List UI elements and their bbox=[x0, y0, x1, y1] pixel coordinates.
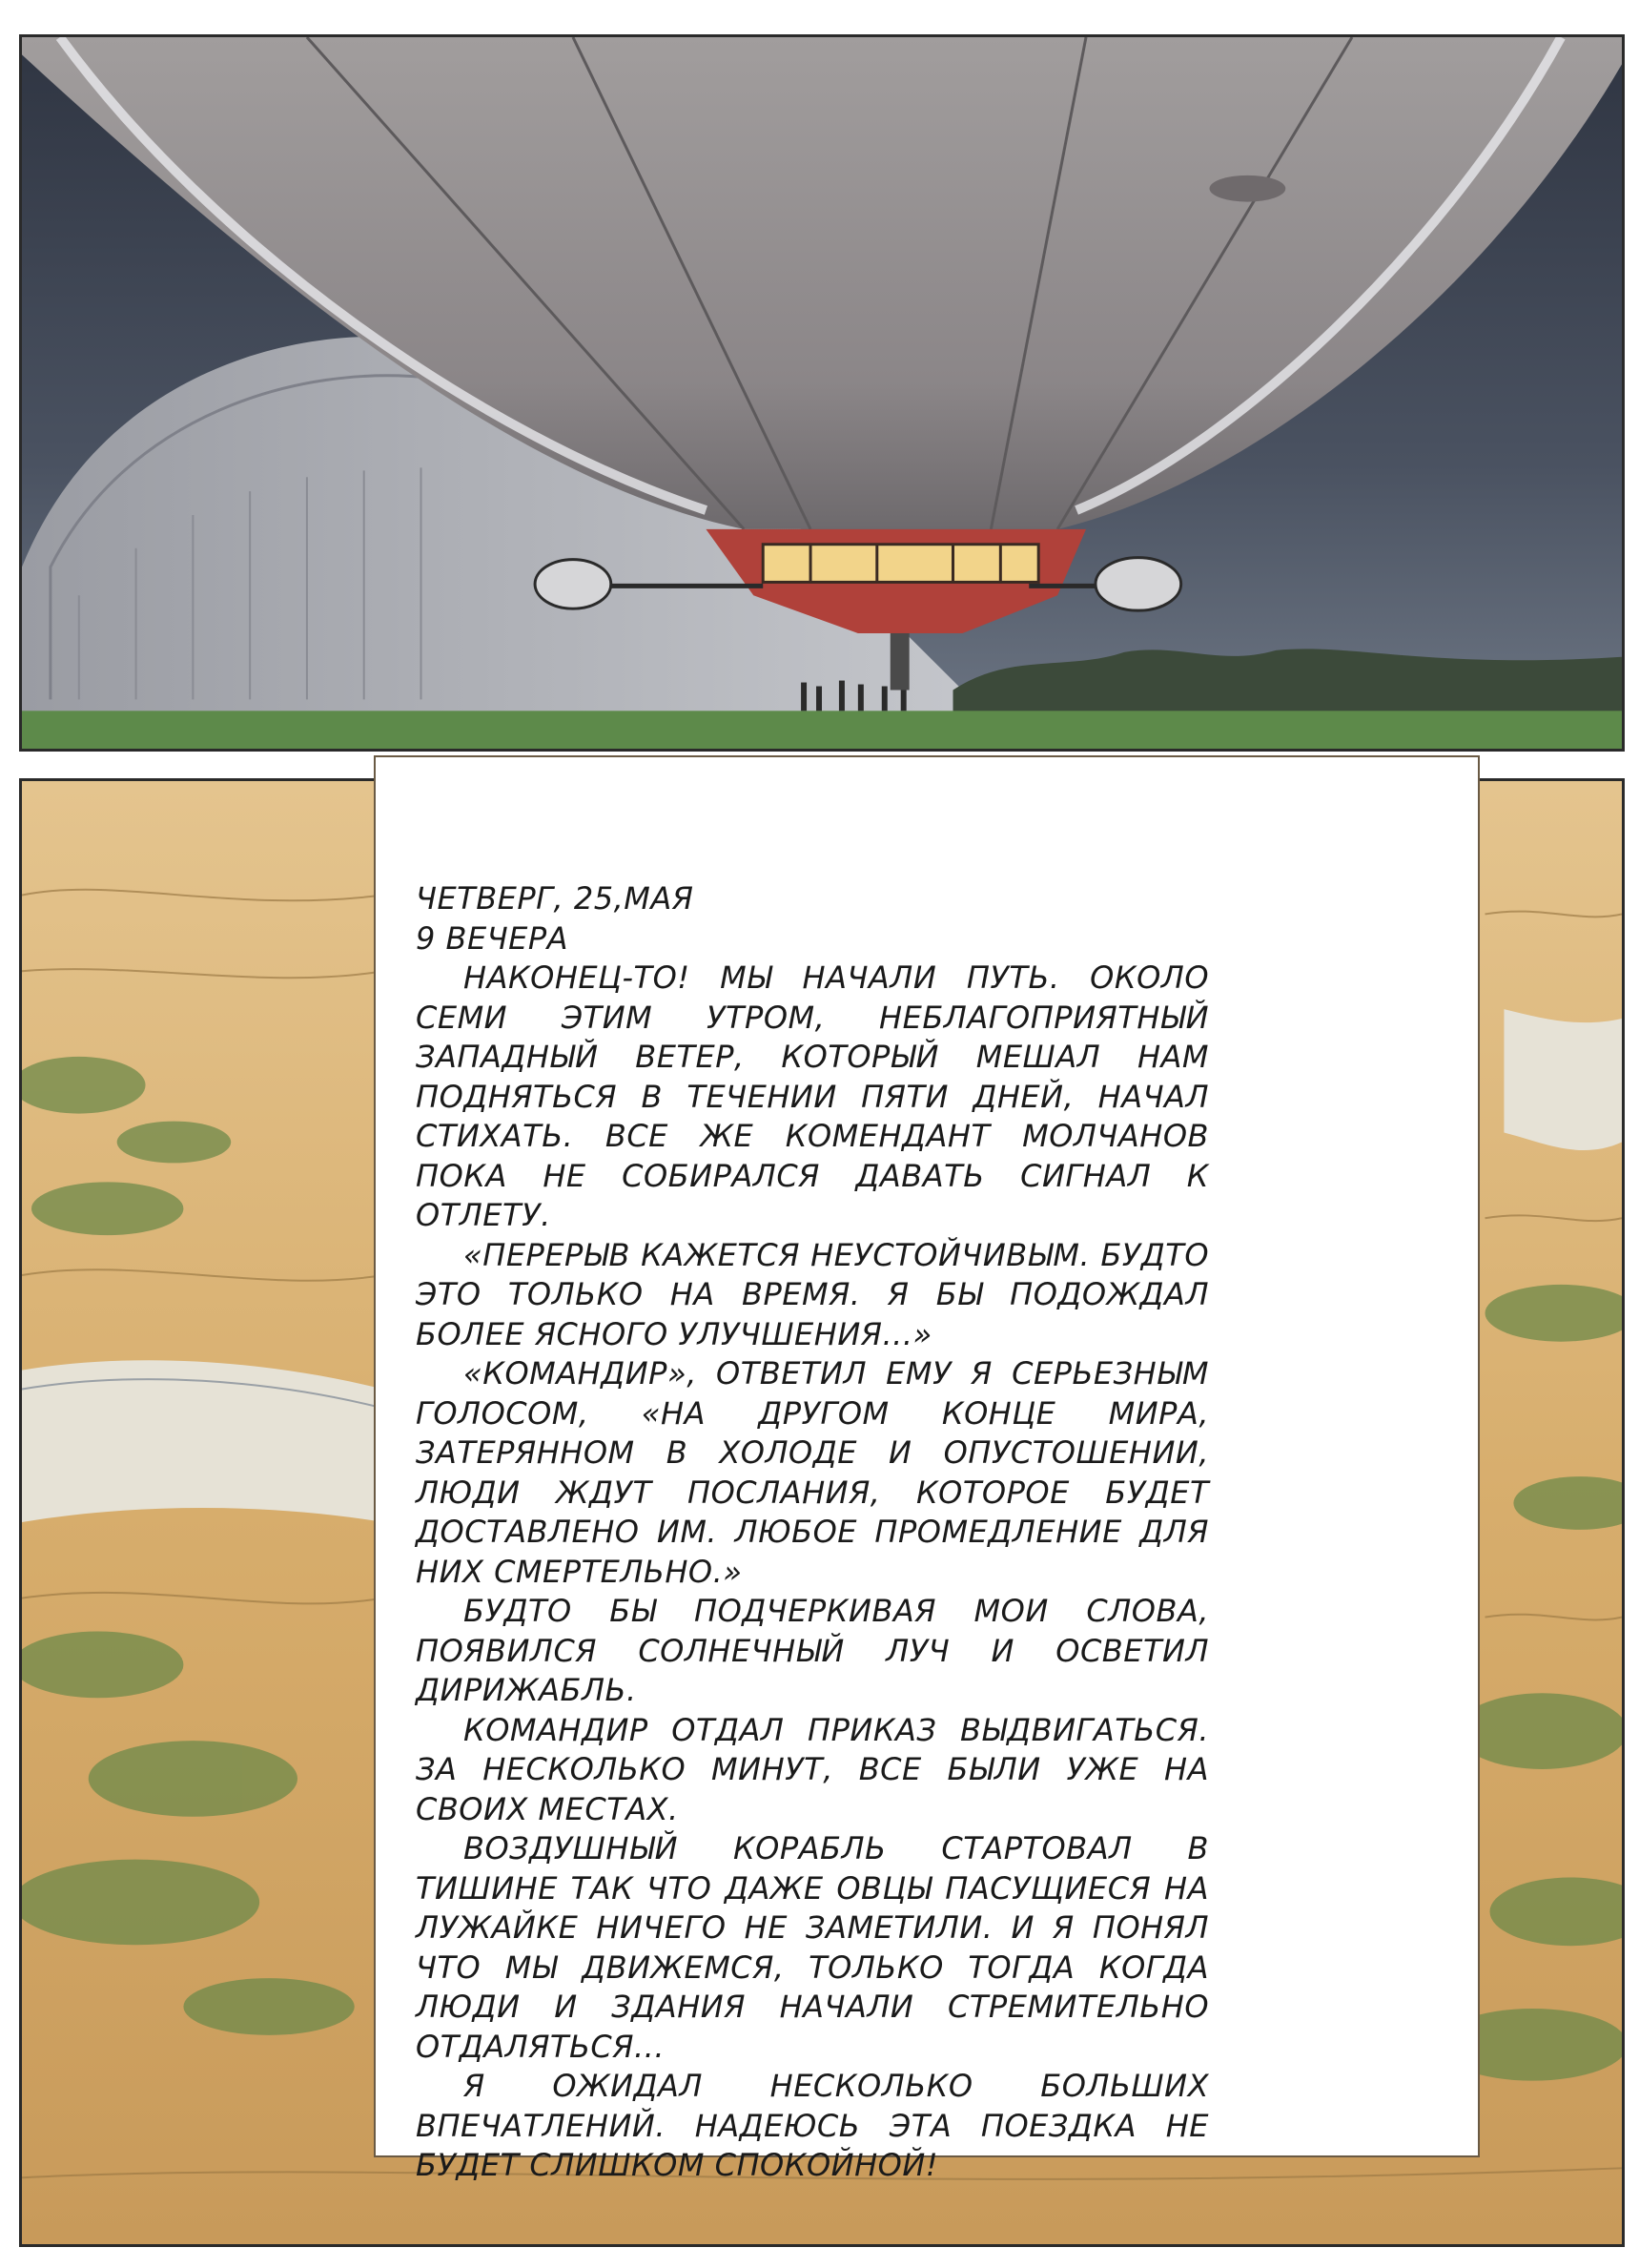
diary-paragraph: Я ОЖИДАЛ НЕСКОЛЬКО БОЛЬШИХ ВПЕЧАТЛЕНИЙ. НАДЕЮСЬ ЭТА ПОЕЗДКА НЕ БУДЕТ СЛИШКОМ СПОКОЙНОЙ! bbox=[416, 2068, 1209, 2183]
boarding-ladder bbox=[891, 633, 910, 691]
top-comic-panel bbox=[19, 34, 1625, 752]
diary-time: 9 ВЕЧЕРА bbox=[416, 919, 569, 957]
river-right bbox=[1504, 1009, 1622, 1150]
diary-paragraph: «КОМАНДИР», ОТВЕТИЛ ЕМУ Я СЕРЬЕЗНЫМ ГОЛОСОМ, «НА ДРУГОМ КОНЦЕ МИРА, ЗАТЕРЯННОМ В ХОЛОДЕ И ОПУСТОШЕНИИ, ЛЮДИ ЖДУТ ПОСЛАНИЯ, КОТОРОЕ БУДЕТ ДОСТАВЛЕНО ИМ. ЛЮБОЕ ПРОМЕДЛЕНИЕ ДЛЯ НИХ СМЕРТЕЛЬНО.» bbox=[416, 1355, 1209, 1590]
left-engine-pod bbox=[535, 560, 611, 609]
river-left bbox=[22, 1360, 383, 1522]
diary-paragraph: «ПЕРЕРЫВ КАЖЕТСЯ НЕУСТОЙЧИВЫМ. БУДТО ЭТО ТОЛЬКО НА ВРЕМЯ. Я БЫ ПОДОЖДАЛ БОЛЕЕ ЯСНОГО УЛУЧШЕНИЯ...» bbox=[416, 1236, 1209, 1352]
hull-vent bbox=[1210, 175, 1286, 202]
diary-paragraph: НАКОНЕЦ-ТО! МЫ НАЧАЛИ ПУТЬ. ОКОЛО СЕМИ ЭТИМ УТРОМ, НЕБЛАГОПРИЯТНЫЙ ЗАПАДНЫЙ ВЕТЕР, КОТОРЫЙ МЕШАЛ НАМ ПОДНЯТЬСЯ В ТЕЧЕНИИ ПЯТИ ДНЕЙ, НАЧАЛ СТИХАТЬ. ВСЕ ЖЕ КОМЕНДАНТ МОЛЧАНОВ ПОКА НЕ СОБИРАЛСЯ ДАВАТЬ СИГНАЛ К ОТЛЕТУ. bbox=[416, 959, 1209, 1233]
diary-paragraph: ВОЗДУШНЫЙ КОРАБЛЬ СТАРТОВАЛ В ТИШИНЕ ТАК ЧТО ДАЖЕ ОВЦЫ ПАСУЩИЕСЯ НА ЛУЖАЙКЕ НИЧЕГО НЕ ЗАМЕТИЛИ. И Я ПОНЯЛ ЧТО МЫ ДВИЖЕМСЯ, ТОЛЬКО ТОГДА КОГДА ЛЮДИ И ЗДАНИЯ НАЧАЛИ СТРЕМИТЕЛЬНО ОТДАЛЯТЬСЯ... bbox=[416, 1830, 1209, 2065]
grass-field bbox=[22, 711, 1622, 749]
diary-paragraph: КОМАНДИР ОТДАЛ ПРИКАЗ ВЫДВИГАТЬСЯ. ЗА НЕСКОЛЬКО МИНУТ, ВСЕ БЫЛИ УЖЕ НА СВОИХ МЕСТАХ. bbox=[416, 1711, 1209, 1827]
right-engine-pod bbox=[1096, 558, 1181, 611]
diary-entry bbox=[416, 879, 1209, 2186]
diary-paragraph: БУДТО БЫ ПОДЧЕРКИВАЯ МОИ СЛОВА, ПОЯВИЛСЯ СОЛНЕЧНЫЙ ЛУЧ И ОСВЕТИЛ ДИРИЖАБЛЬ. bbox=[416, 1593, 1209, 1708]
airship-illustration bbox=[22, 37, 1622, 749]
diary-date: ЧЕТВЕРГ, 25,МАЯ bbox=[416, 880, 694, 917]
